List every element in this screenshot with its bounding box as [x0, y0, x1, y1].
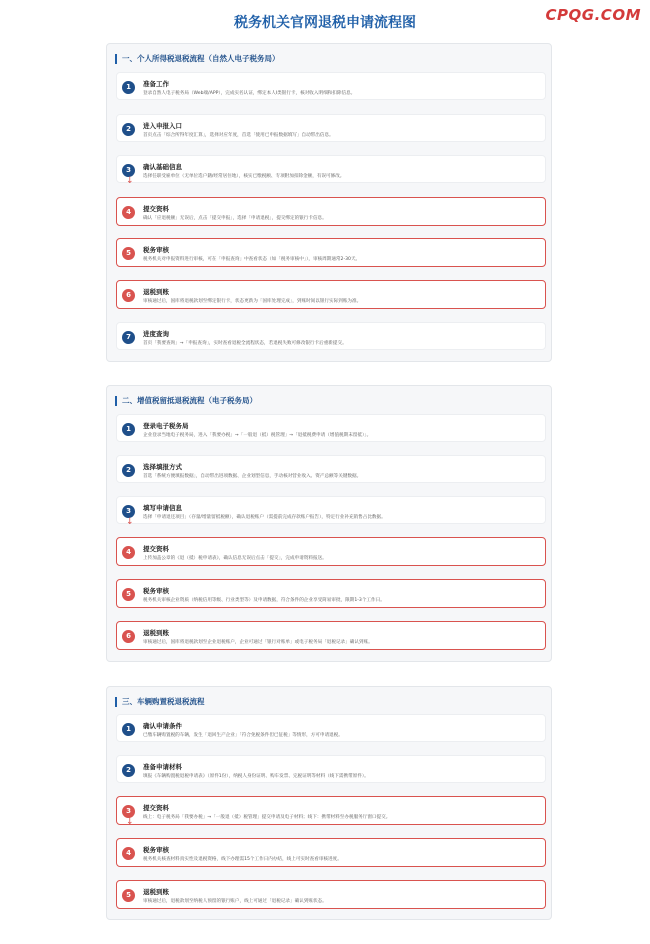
section-title: 一、个人所得税退税流程（自然人电子税务局） [115, 54, 280, 64]
step-description: 税务机关审核企业资质（纳税信用等级、行业类型等）及申请数据，符合条件的企业享受简易审批，限期1-3个工作日。 [143, 598, 385, 603]
step-card [116, 72, 546, 100]
step-description: 首选「系统方便填报数据」，自动带出进项数据、企业划型信息，手动核对营业收入、资产总额等关键数据。 [143, 474, 362, 479]
step-title: 选择填报方式 [143, 463, 182, 471]
step-description: 填报《车辆购置税退税申请表》（原件1份），纳税人身份证明、购车发票、完税证明等材料（线下需携带原件）。 [143, 774, 369, 779]
step-title: 税务审核 [143, 246, 169, 254]
step-title: 填写申请信息 [143, 504, 182, 512]
step-description: 首页点击「综合所得年度汇算」，选择对应年度，首选「使用已申报数据填写」自动带出信息。 [143, 133, 334, 138]
step-title: 提交资料 [143, 545, 169, 553]
step-card [116, 455, 546, 483]
step-number: 5 [122, 889, 135, 902]
step-card-highlighted [116, 238, 546, 267]
arrow-down-icon: ↓ [126, 176, 134, 186]
step-card-highlighted [116, 537, 546, 566]
step-title: 确认申请条件 [143, 722, 182, 730]
step-description: 审核通过后，国库将退税款划至绑定银行卡，状态更新为「国库处理完成」，到账时间以银行实际到账为准。 [143, 299, 362, 304]
step-card-highlighted [116, 621, 546, 650]
step-description: 选择「申请退还项目」（存量/增量留抵税额），确认退税账户（需提前完成存款账户报告），特定行业补充销售占比数据。 [143, 515, 386, 520]
step-number: 4 [122, 546, 135, 559]
step-title: 税务审核 [143, 587, 169, 595]
step-card-highlighted [116, 579, 546, 608]
step-number: 1 [122, 723, 135, 736]
step-number: 2 [122, 123, 135, 136]
step-title: 税务审核 [143, 846, 169, 854]
step-card-highlighted [116, 838, 546, 867]
step-description: 审核通过后，国库将退税款划至企业退税账户，企业可通过「银行对账单」或电子税务局「退税记录」确认到账。 [143, 640, 373, 645]
step-title: 登录电子税务局 [143, 422, 189, 430]
step-card [116, 714, 546, 742]
step-description: 确认「应退税额」无误后，点击「提交申报」，选择「申请退税」，提交绑定的银行卡信息。 [143, 216, 327, 221]
section-title: 三、车辆购置税退税流程 [115, 697, 205, 707]
step-card-highlighted [116, 197, 546, 226]
step-description: 税务机关核查材料真实性及退税资格，线下办理需15个工作日内办结，线上可实时查看审核进度。 [143, 857, 342, 862]
step-title: 提交资料 [143, 205, 169, 213]
step-title: 确认基础信息 [143, 163, 182, 171]
step-number: 3 [122, 164, 135, 177]
step-description: 选择任职受雇单位（无单位选户籍/经常居住地），核实已缴税额、专项附加扣除金额，有误可修改。 [143, 174, 345, 179]
section-personal-income-tax [106, 43, 552, 362]
step-number: 1 [122, 81, 135, 94]
step-description: 企业登录当地电子税务局，进入「我要办税」→「一般退（抵）税管理」→「退抵税费申请（增值税期末留抵）」。 [143, 433, 372, 438]
step-number: 4 [122, 847, 135, 860]
step-card [116, 114, 546, 142]
section-vat-refund [106, 385, 552, 662]
step-number: 3 [122, 505, 135, 518]
step-number: 5 [122, 247, 135, 260]
step-number: 6 [122, 289, 135, 302]
step-description: 线上：电子税务局「我要办税」→「一般退（抵）税管理」提交申请及电子材料；线下：携带材料至办税服务厅窗口提交。 [143, 815, 391, 820]
step-title: 准备申请材料 [143, 763, 182, 771]
step-number: 3 [122, 805, 135, 818]
step-number: 5 [122, 588, 135, 601]
step-number: 2 [122, 764, 135, 777]
step-card [116, 496, 546, 527]
step-number: 4 [122, 206, 135, 219]
step-number: 2 [122, 464, 135, 477]
step-card [116, 322, 546, 350]
step-description: 已缴车辆购置税的车辆，发生「退回生产企业」「符合免税条件但已征税」等情形，方可申请退税。 [143, 733, 343, 738]
step-card-highlighted [116, 880, 546, 909]
step-card [116, 155, 546, 186]
step-card [116, 755, 546, 783]
step-title: 提交资料 [143, 804, 169, 812]
arrow-down-icon: ↓ [126, 817, 134, 827]
step-number: 7 [122, 331, 135, 344]
step-title: 退税到账 [143, 629, 169, 637]
section-vehicle-purchase-tax [106, 686, 552, 920]
step-description: 上传加盖公章的《退（抵）税申请表》，确认信息无误后点击「提交」，完成申请资料报送。 [143, 556, 327, 561]
step-title: 退税到账 [143, 288, 169, 296]
step-card-highlighted [116, 280, 546, 309]
step-card [116, 414, 546, 442]
step-title: 准备工作 [143, 80, 169, 88]
step-title: 进度查询 [143, 330, 169, 338]
step-number: 1 [122, 423, 135, 436]
watermark-logo: CPQG.COM [545, 6, 641, 24]
page-title: 税务机关官网退税申请流程图 [234, 15, 416, 31]
step-description: 登录自然人电子税务局（Web端/APP），完成实名认证，绑定本人Ⅰ类银行卡，核对收入明细和扣除信息。 [143, 91, 356, 96]
step-description: 审核通过后，退税款划至纳税人预留的银行账户，线上可通过「退税记录」确认到账状态。 [143, 899, 327, 904]
step-description: 税务机关对申报资料进行审核，可在「申报查询」中查看状态（如「税务审核中」），审核周期通常2-30天。 [143, 257, 361, 262]
step-description: 首页「我要查询」→「申报查询」，实时查看退税全流程状态，若退税失败可修改银行卡后重新提交。 [143, 341, 347, 346]
arrow-down-icon: ↓ [126, 517, 134, 527]
step-card-highlighted [116, 796, 546, 825]
step-number: 6 [122, 630, 135, 643]
step-title: 进入申报入口 [143, 122, 182, 130]
step-title: 退税到账 [143, 888, 169, 896]
section-title: 二、增值税留抵退税流程（电子税务局） [115, 396, 257, 406]
